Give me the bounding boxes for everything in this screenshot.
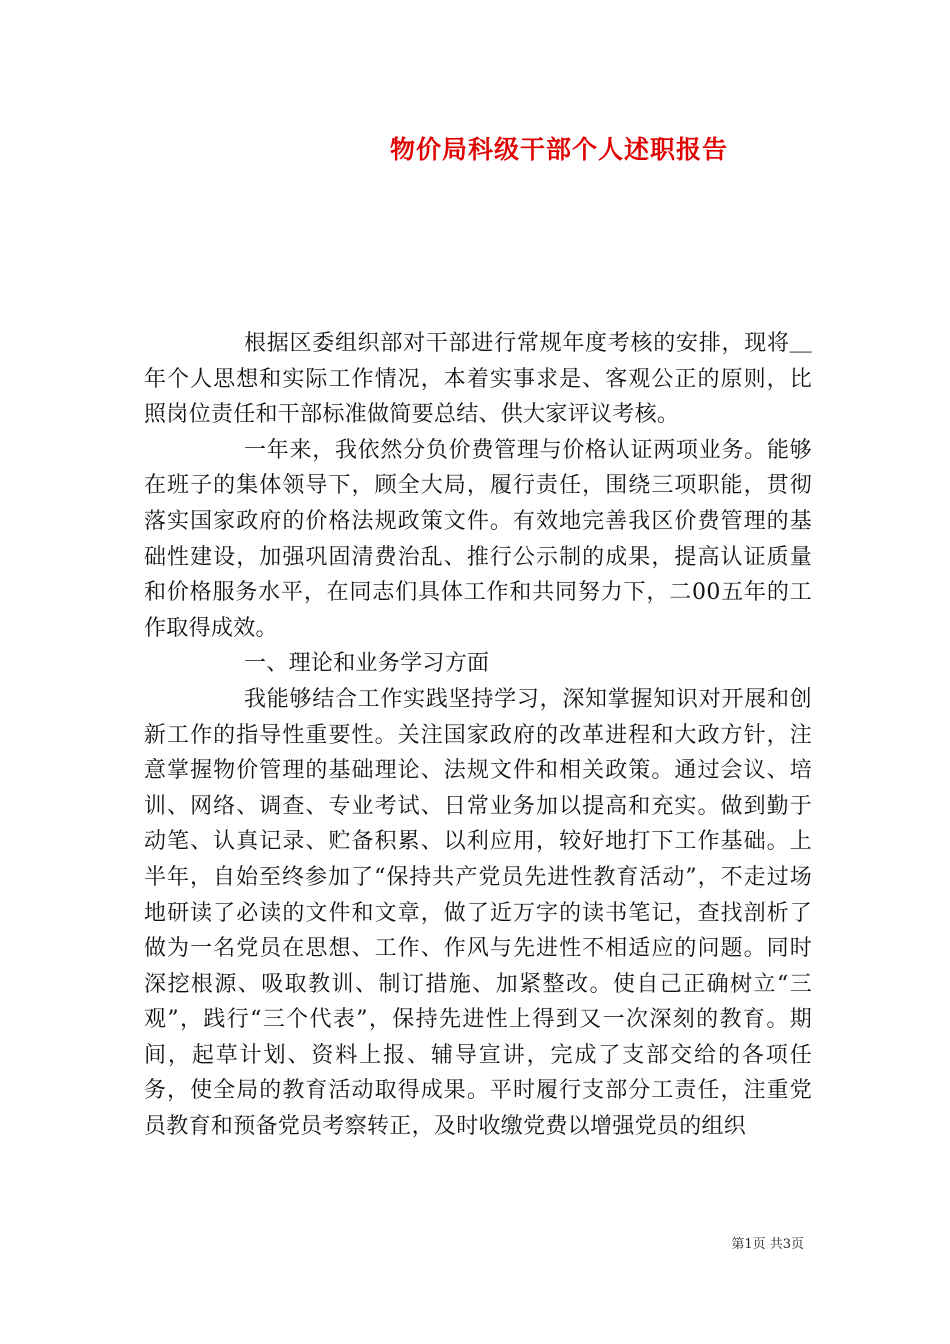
document-title [0,130,950,166]
paragraph-3: 我能够结合工作实践坚持学习，深知掌握知识对开展和创新工作的指导性重要性。关注国家政府的改革进程和大政方针，注意掌握物价管理的基础理论、法规文件和相关政策。通过会议、培训、网络、调查、专业考试、日常业务加以提高和充实。做到勤于动笔、认真记录、贮备积累、以利应用，较好地打下工作基础。上半年，自始至终参加了“保持共产党员先进性教育活动”，不走过场地研读了必读的文件和文章，做了近万字的读书笔记，查找剖析了做为一名党员在思想、工作、作风与先进性不相适应的问题。同时深挖根源、吸取教训、制订措施、加紧整改。使自己正确树立“三观”，践行“三个代表”，保持先进性上得到又一次深刻的教育。期间，起草计划、资料上报、辅导宣讲，完成了支部交给的各项任务，使全局的教育活动取得成果。平时履行支部分工责任，注重党员教育和预备党员考察转正，及时收缴党费以增强党员的组织 [144,686,812,1140]
document-body [144,326,812,1145]
section-heading: 一、理论和业务学习方面 [244,651,490,677]
paragraph-1: 根据区委组织部对干部进行常规年度考核的安排，现将＿年个人思想和实际工作情况，本着实事求是、客观公正的原则，比照岗位责任和干部标准做简要总结、供大家评议考核。 [144,331,812,428]
document-title-text: 物价局科级干部个人述职报告 [389,135,728,164]
paragraph-2: 一年来，我依然分负价费管理与价格认证两项业务。能够在班子的集体领导下，顾全大局，履行责任，围绕三项职能，贯彻落实国家政府的价格法规政策文件。有效地完善我区价费管理的基础性建设，加强巩固清费治乱、推行公示制的成果，提高认证质量和价格服务水平，在同志们具体工作和共同努力下，二00五年的工作取得成效。 [144,437,812,641]
page-footer: 第1页 共3页 [731,1237,804,1252]
